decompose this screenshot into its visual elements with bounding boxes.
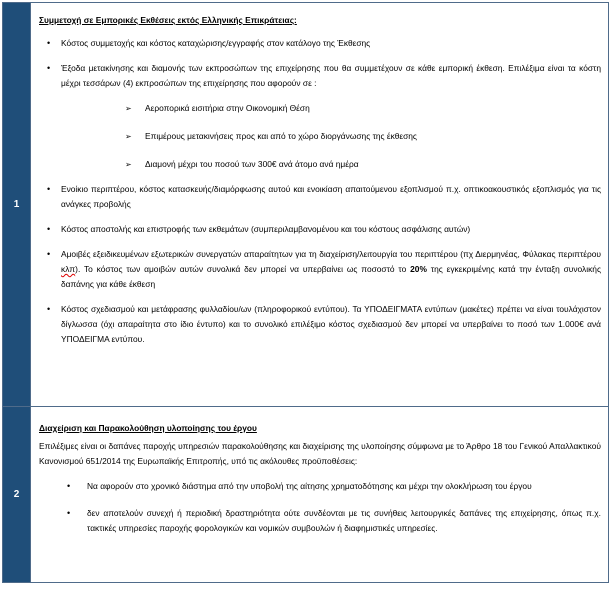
list-item-text: Κόστος συμμετοχής και κόστος καταχώρισης/εγγραφής στον κατάλογο της Έκθεσης: [61, 38, 371, 48]
bullet-icon: •: [67, 481, 71, 491]
percentage-value: 20%: [410, 264, 427, 274]
table-row: [3, 407, 609, 583]
sub-list-item: [39, 101, 601, 116]
intro-paragraph: Επιλέξιμες είναι οι δαπάνες παροχής υπηρεσιών παρακολούθησης και διαχείρισης της υλοποίησης σύμφωνα με το Άρθρο 18 του Γενικού Απαλλακτικού Κανονισμού 651/2014 της Ευρωπαϊκής Επιτροπής, υπό τις ακόλουθες προϋποθέσεις:: [39, 441, 601, 466]
sub-list: [39, 101, 601, 172]
list-item-text: Έξοδα μετακίνησης και διαμονής των εκπροσώπων της επιχείρησης που θα συμμετέχουν σε κάθε εμπορική έκθεση. Επιλέξιμα είναι τα κόστη μέχρι τεσσάρων (4) εκπροσώπων της επιχείρησης που αφορούν σε :: [61, 63, 601, 88]
row-number: 2: [13, 489, 20, 500]
list-item: [39, 182, 601, 212]
list-item-text: δεν αποτελούν συνεχή ή περιοδική δραστηριότητα ούτε συνδέονται με τις συνήθεις λειτουργικές δαπάνες της επιχείρησης, όπως π.χ. τακτικές υπηρεσίες παροχής φορολογικών και νομικών συμβουλών ή διαφημιστικές υπηρεσίες.: [87, 508, 601, 533]
list-item-text: Κόστος αποστολής και επιστροφής των εκθεμάτων (συμπεριλαμβανομένου και του κόστους ασφάλισης αυτών): [61, 224, 471, 234]
spellcheck-word: κλπ: [61, 264, 76, 274]
list-item-text: της εγκεκριμένης κατά την ένταξη συνολικής δαπάνης για κάθε έκθεση: [61, 264, 601, 289]
section-heading: Διαχείριση και Παρακολούθηση υλοποίησης του έργου: [39, 423, 257, 433]
list-item: [39, 222, 601, 237]
bullet-icon: •: [47, 224, 51, 234]
table-row: [3, 3, 609, 407]
list-item: [39, 479, 601, 494]
bullet-list: [39, 479, 601, 536]
row-content-cell: [31, 3, 609, 407]
list-item-text: Να αφορούν στο χρονικό διάστημα από την υποβολή της αίτησης χρηματοδότησης και μέχρι την ολοκλήρωση του έργου: [87, 481, 532, 491]
row-content-cell: [31, 407, 609, 583]
sub-item-text: Επιμέρους μετακινήσεις προς και από το χώρο διοργάνωσης της έκθεσης: [145, 131, 417, 141]
list-item-text: Κόστος σχεδιασμού και μετάφρασης φυλλαδίου/ων (πληροφορικού εντύπου). Τα ΥΠΟΔΕΙΓΜΑΤΑ εντύπων (μακέτες) πρέπει να είναι τουλάχιστον δίγλωσσα (όχι απαραίτητα στο ίδιο έντυπο) και το συνολικό επιλέξιμο κόστος σχεδιασμού δεν μπορεί να υπερβαίνει το ποσό των 1.000€ ανά ΥΠΟΔΕΙΓΜΑ εντύπου.: [61, 304, 601, 344]
bullet-icon: •: [67, 508, 71, 518]
list-item: [39, 36, 601, 51]
list-item-text: Αμοιβές εξειδικευμένων εξωτερικών συνεργατών απαραίτητων για τη διαχείριση/λειτουργία του περιπτέρου (πχ Διερμηνέας, Φύλακας περιπτέρου: [61, 249, 601, 259]
sub-item-text: Διαμονή μέχρι του ποσού των 300€ ανά άτομο ανά ημέρα: [145, 159, 359, 169]
list-item: [39, 302, 601, 347]
list-item: [39, 506, 601, 536]
list-item-text: Ενοίκιο περιπτέρου, κόστος κατασκευής/διαμόρφωσης αυτού και ενοικίαση απαιτούμενου εξοπλισμού π.χ. οπτικοακουστικός εξοπλισμός για τις ανάγκες προβολής: [61, 184, 601, 209]
row-number-cell: [3, 407, 31, 583]
list-item-text: ). Το κόστος των αμοιβών αυτών συνολικά δεν μπορεί να υπερβαίνει ως ποσοστό το: [75, 264, 411, 274]
bullet-icon: •: [47, 184, 51, 194]
arrow-bullet-icon: ➢: [125, 160, 132, 169]
sub-list-item: [39, 129, 601, 144]
arrow-bullet-icon: ➢: [125, 104, 132, 113]
section-heading: Συμμετοχή σε Εμπορικές Εκθέσεις εκτός Ελληνικής Επικράτειας:: [39, 15, 297, 25]
list-item: [39, 61, 601, 91]
sub-item-text: Αεροπορικά εισιτήρια στην Οικονομική Θέση: [145, 103, 310, 113]
bullet-list: [39, 36, 601, 91]
row-number: 1: [13, 199, 20, 210]
sub-list-item: [39, 157, 601, 172]
list-item: [39, 247, 601, 292]
bullet-icon: •: [47, 63, 51, 73]
bullet-icon: •: [47, 38, 51, 48]
row-number-cell: [3, 3, 31, 407]
eligible-costs-table: [2, 2, 609, 583]
bullet-icon: •: [47, 304, 51, 314]
arrow-bullet-icon: ➢: [125, 132, 132, 141]
bullet-icon: •: [47, 249, 51, 259]
bullet-list: [39, 182, 601, 347]
